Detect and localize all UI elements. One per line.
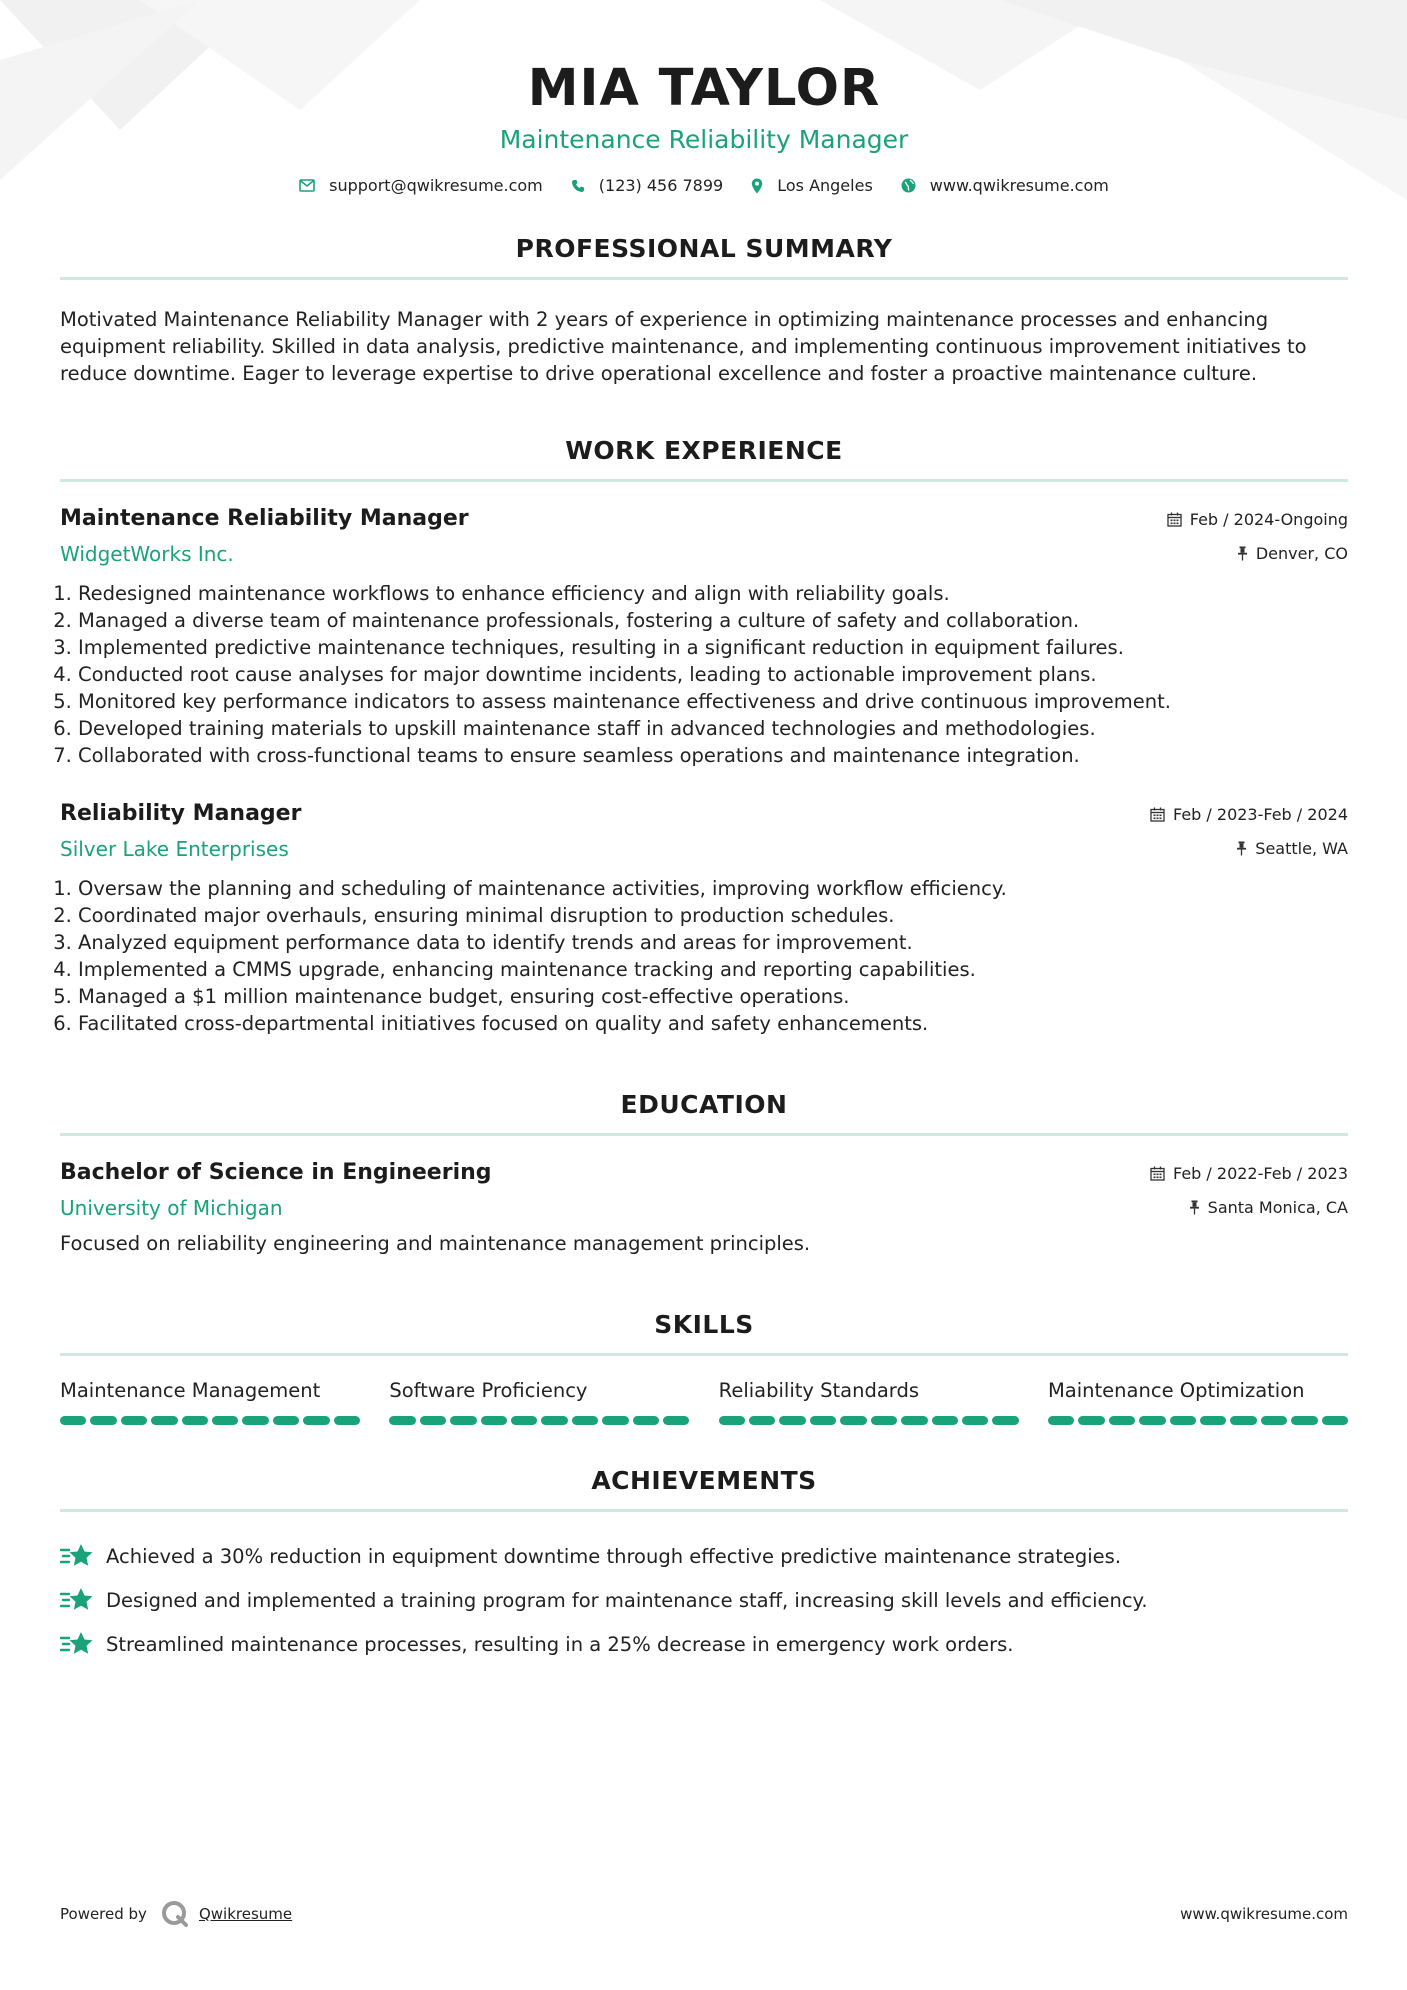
summary-section bbox=[60, 233, 1348, 387]
list-item: 1. Redesigned maintenance workflows to enhance efficiency and align with reliability goals. bbox=[78, 580, 1348, 607]
job-title: Reliability Manager bbox=[60, 801, 302, 826]
education-location-text: Santa Monica, CA bbox=[1207, 1197, 1348, 1217]
skill-level-segment bbox=[212, 1416, 238, 1425]
calendar-icon bbox=[1167, 512, 1182, 527]
skill-level-segment bbox=[602, 1416, 628, 1425]
education-dates-text: Feb / 2022-Feb / 2023 bbox=[1173, 1163, 1348, 1183]
phone-text: (123) 456 7899 bbox=[598, 176, 724, 195]
achievement-text: Streamlined maintenance processes, resulting in a 25% decrease in emergency work orders. bbox=[106, 1632, 1014, 1656]
skill-level-segment bbox=[779, 1416, 805, 1425]
skill-level-bar bbox=[719, 1416, 1019, 1425]
skill-level-segment bbox=[121, 1416, 147, 1425]
pushpin-icon bbox=[1236, 841, 1247, 856]
skill-level-segment bbox=[932, 1416, 958, 1425]
skill-level-segment bbox=[663, 1416, 689, 1425]
achievement-item bbox=[60, 1622, 1348, 1666]
summary-heading: PROFESSIONAL SUMMARY bbox=[515, 234, 893, 263]
achievements-section bbox=[60, 1465, 1348, 1666]
job-location-text: Seattle, WA bbox=[1255, 838, 1348, 858]
skill-level-segment bbox=[633, 1416, 659, 1425]
section-divider bbox=[60, 1353, 1348, 1356]
job-dates bbox=[1167, 504, 1348, 534]
job-meta bbox=[1167, 504, 1348, 568]
education-heading: EDUCATION bbox=[620, 1090, 788, 1119]
star-icon bbox=[60, 1543, 94, 1569]
contact-email[interactable] bbox=[299, 176, 543, 195]
skill-level-segment bbox=[450, 1416, 476, 1425]
skill-level-segment bbox=[334, 1416, 360, 1425]
achievement-text: Designed and implemented a training program for maintenance staff, increasing skill levels and efficiency. bbox=[106, 1588, 1148, 1612]
skill-level-segment bbox=[1109, 1416, 1135, 1425]
achievement-item bbox=[60, 1534, 1348, 1578]
skill-level-segment bbox=[273, 1416, 299, 1425]
contact-website[interactable] bbox=[901, 176, 1109, 195]
education-section bbox=[60, 1089, 1348, 1257]
contact-phone[interactable] bbox=[571, 176, 723, 195]
degree-title: Bachelor of Science in Engineering bbox=[60, 1160, 492, 1185]
candidate-role: Maintenance Reliability Manager bbox=[499, 125, 909, 154]
skill-level-segment bbox=[992, 1416, 1018, 1425]
job-company: Silver Lake Enterprises bbox=[60, 837, 289, 861]
education-dates bbox=[1150, 1158, 1348, 1188]
calendar-icon bbox=[1150, 807, 1165, 822]
pushpin-icon bbox=[1237, 546, 1248, 561]
list-item: 3. Implemented predictive maintenance techniques, resulting in a significant reduction in equipment failures. bbox=[78, 634, 1348, 661]
powered-by-label: Powered by bbox=[60, 1905, 147, 1923]
list-item: 7. Collaborated with cross-functional teams to ensure seamless operations and maintenance integration. bbox=[78, 742, 1348, 769]
page-footer bbox=[60, 1900, 1348, 1928]
list-item: 6. Facilitated cross-departmental initiatives focused on quality and safety enhancements. bbox=[78, 1010, 1348, 1037]
skills-list bbox=[60, 1378, 1348, 1425]
skill-level-segment bbox=[901, 1416, 927, 1425]
experience-section bbox=[60, 435, 1348, 1037]
star-icon bbox=[60, 1587, 94, 1613]
skills-heading: SKILLS bbox=[654, 1310, 754, 1339]
achievement-text: Achieved a 30% reduction in equipment downtime through effective predictive maintenance strategies. bbox=[106, 1544, 1122, 1568]
list-item: 5. Managed a $1 million maintenance budget, ensuring cost-effective operations. bbox=[78, 983, 1348, 1010]
skill-level-segment bbox=[242, 1416, 268, 1425]
skill-level-segment bbox=[511, 1416, 537, 1425]
job-location bbox=[1150, 833, 1348, 863]
skill-level-bar bbox=[60, 1416, 360, 1425]
section-divider bbox=[60, 1133, 1348, 1136]
section-divider bbox=[60, 1509, 1348, 1512]
skill-level-segment bbox=[1139, 1416, 1165, 1425]
email-text: support@qwikresume.com bbox=[329, 176, 543, 195]
skill-item bbox=[389, 1378, 689, 1425]
skill-level-bar bbox=[389, 1416, 689, 1425]
school-name: University of Michigan bbox=[60, 1196, 283, 1220]
pushpin-icon bbox=[1189, 1200, 1200, 1215]
skill-item bbox=[60, 1378, 360, 1425]
skill-level-segment bbox=[420, 1416, 446, 1425]
contact-bar bbox=[60, 176, 1348, 195]
skill-level-segment bbox=[1261, 1416, 1287, 1425]
education-location bbox=[1150, 1192, 1348, 1222]
skill-level-segment bbox=[840, 1416, 866, 1425]
resume-page bbox=[60, 0, 1348, 1666]
skill-item bbox=[1048, 1378, 1348, 1425]
list-item: 5. Monitored key performance indicators to assess maintenance effectiveness and drive continuous improvement. bbox=[78, 688, 1348, 715]
skill-item bbox=[719, 1378, 1019, 1425]
skill-level-segment bbox=[182, 1416, 208, 1425]
job-company: WidgetWorks Inc. bbox=[60, 542, 234, 566]
skill-level-segment bbox=[871, 1416, 897, 1425]
skill-level-segment bbox=[1078, 1416, 1104, 1425]
phone-icon bbox=[571, 179, 585, 193]
skills-section bbox=[60, 1309, 1348, 1425]
skill-level-segment bbox=[749, 1416, 775, 1425]
skill-level-segment bbox=[1200, 1416, 1226, 1425]
qwikresume-logo-icon bbox=[161, 1900, 189, 1928]
footer-website[interactable]: www.qwikresume.com bbox=[1180, 1905, 1348, 1923]
summary-text: Motivated Maintenance Reliability Manager with 2 years of experience in optimizing maintenance processes and enhancing equipment reliability. Skilled in data analysis, predictive maintenance, and implementing continuous improvement initiatives to reduce downtime. Eager to leverage expertise to drive operational excellence and foster a proactive maintenance culture. bbox=[60, 308, 1307, 385]
calendar-icon bbox=[1150, 1166, 1165, 1181]
job-title: Maintenance Reliability Manager bbox=[60, 506, 469, 531]
job-location-text: Denver, CO bbox=[1255, 543, 1348, 563]
skill-level-segment bbox=[389, 1416, 415, 1425]
job-entry bbox=[60, 799, 1348, 1037]
skill-level-segment bbox=[1322, 1416, 1348, 1425]
skill-level-segment bbox=[572, 1416, 598, 1425]
skill-level-segment bbox=[1048, 1416, 1074, 1425]
education-description: Focused on reliability engineering and maintenance management principles. bbox=[60, 1232, 811, 1255]
list-item: 1. Oversaw the planning and scheduling of maintenance activities, improving workflow efficiency. bbox=[78, 875, 1348, 902]
achievements-list bbox=[60, 1534, 1348, 1666]
list-item: 4. Implemented a CMMS upgrade, enhancing maintenance tracking and reporting capabilities. bbox=[78, 956, 1348, 983]
skill-level-segment bbox=[481, 1416, 507, 1425]
job-entry bbox=[60, 504, 1348, 769]
skill-name: Maintenance Management bbox=[60, 1379, 321, 1402]
envelope-icon bbox=[299, 179, 315, 192]
globe-icon bbox=[901, 178, 916, 193]
list-item: 3. Analyzed equipment performance data to identify trends and areas for improvement. bbox=[78, 929, 1348, 956]
education-entry bbox=[60, 1158, 1348, 1257]
contact-location bbox=[751, 176, 873, 195]
list-item: 6. Developed training materials to upskill maintenance staff in advanced technologies and methodologies. bbox=[78, 715, 1348, 742]
skill-level-segment bbox=[60, 1416, 86, 1425]
job-bullets bbox=[60, 580, 1348, 769]
skill-level-segment bbox=[962, 1416, 988, 1425]
map-pin-icon bbox=[751, 178, 763, 194]
section-divider bbox=[60, 479, 1348, 482]
job-meta bbox=[1150, 799, 1348, 863]
skill-level-segment bbox=[1230, 1416, 1256, 1425]
star-icon bbox=[60, 1631, 94, 1657]
skill-name: Maintenance Optimization bbox=[1047, 1379, 1305, 1402]
skill-level-segment bbox=[1291, 1416, 1317, 1425]
candidate-name: MIA TAYLOR bbox=[527, 59, 881, 118]
skill-level-segment bbox=[810, 1416, 836, 1425]
experience-heading: WORK EXPERIENCE bbox=[565, 436, 843, 465]
achievements-heading: ACHIEVEMENTS bbox=[591, 1466, 817, 1495]
job-dates-text: Feb / 2024-Ongoing bbox=[1189, 509, 1348, 529]
skill-level-segment bbox=[90, 1416, 116, 1425]
skill-level-segment bbox=[151, 1416, 177, 1425]
list-item: 4. Conducted root cause analyses for major downtime incidents, leading to actionable improvement plans. bbox=[78, 661, 1348, 688]
list-item: 2. Managed a diverse team of maintenance professionals, fostering a culture of safety and collaboration. bbox=[78, 607, 1348, 634]
job-dates bbox=[1150, 799, 1348, 829]
skill-name: Software Proficiency bbox=[389, 1379, 588, 1402]
website-text: www.qwikresume.com bbox=[929, 176, 1109, 195]
list-item: 2. Coordinated major overhauls, ensuring minimal disruption to production schedules. bbox=[78, 902, 1348, 929]
skill-level-segment bbox=[1170, 1416, 1196, 1425]
skill-level-segment bbox=[541, 1416, 567, 1425]
section-divider bbox=[60, 277, 1348, 280]
job-bullets bbox=[60, 875, 1348, 1037]
education-meta bbox=[1150, 1158, 1348, 1222]
skill-level-segment bbox=[719, 1416, 745, 1425]
location-text: Los Angeles bbox=[777, 176, 873, 195]
job-location bbox=[1167, 538, 1348, 568]
skill-level-bar bbox=[1048, 1416, 1348, 1425]
brand-link[interactable]: Qwikresume bbox=[198, 1905, 293, 1923]
powered-by bbox=[60, 1900, 292, 1928]
skill-level-segment bbox=[303, 1416, 329, 1425]
achievement-item bbox=[60, 1578, 1348, 1622]
resume-header bbox=[60, 0, 1348, 195]
job-dates-text: Feb / 2023-Feb / 2024 bbox=[1173, 804, 1348, 824]
skill-name: Reliability Standards bbox=[718, 1379, 919, 1402]
